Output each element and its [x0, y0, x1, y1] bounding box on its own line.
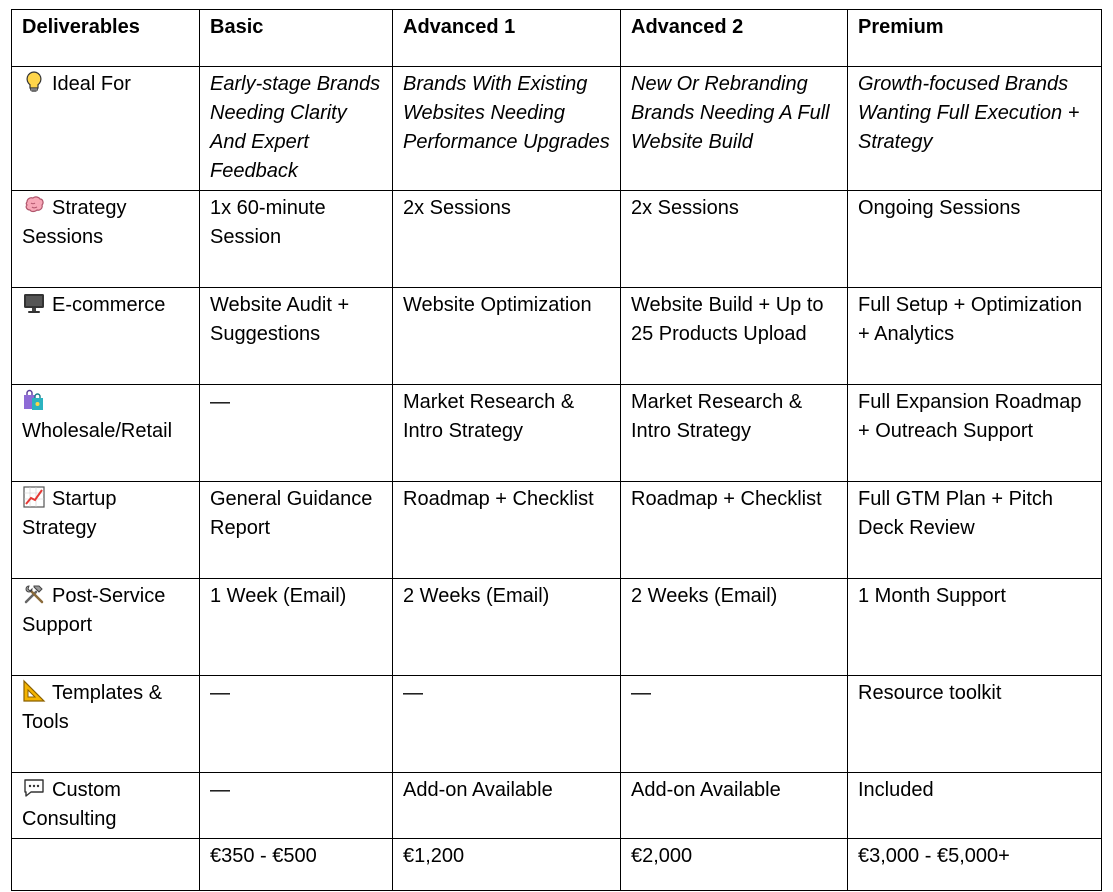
shopping-bags-icon — [22, 388, 46, 412]
row-label: Post-Service Support — [22, 585, 166, 636]
table-cell: — — [200, 676, 393, 773]
price-cell: €2,000 — [621, 839, 848, 891]
table-cell: Market Research & Intro Strategy — [621, 385, 848, 482]
table-cell: — — [393, 676, 621, 773]
table-cell: — — [200, 773, 393, 839]
triangular-ruler-icon — [22, 679, 46, 703]
row-label: Ideal For — [52, 73, 131, 95]
table-cell: 1x 60-minute Session — [200, 191, 393, 288]
table-cell: Included — [848, 773, 1102, 839]
table-cell: Ongoing Sessions — [848, 191, 1102, 288]
table-cell: Early-stage Brands Needing Clarity And Expert Feedback — [200, 67, 393, 191]
table-cell: — — [621, 676, 848, 773]
row-label-cell — [12, 579, 200, 676]
table-row — [12, 288, 1102, 385]
row-label-cell — [12, 67, 200, 191]
table-row — [12, 482, 1102, 579]
price-row — [12, 839, 1102, 891]
row-label: Templates & Tools — [22, 682, 163, 733]
row-label-cell — [12, 676, 200, 773]
table-cell: Website Audit + Suggestions — [200, 288, 393, 385]
table-cell: 1 Month Support — [848, 579, 1102, 676]
header-row — [12, 10, 1102, 67]
table-cell: Full Setup + Optimization + Analytics — [848, 288, 1102, 385]
row-label: Strategy Sessions — [22, 197, 127, 248]
price-cell: €1,200 — [393, 839, 621, 891]
table-cell: Resource toolkit — [848, 676, 1102, 773]
row-label: Startup Strategy — [22, 488, 117, 539]
row-label: E-commerce — [52, 294, 166, 316]
row-label-cell — [12, 385, 200, 482]
row-label-cell — [12, 191, 200, 288]
table-cell: 2 Weeks (Email) — [393, 579, 621, 676]
table-cell: 2x Sessions — [393, 191, 621, 288]
row-label-cell — [12, 288, 200, 385]
table-cell: New Or Rebranding Brands Needing A Full Website Build — [621, 67, 848, 191]
table-cell: Website Optimization — [393, 288, 621, 385]
row-label-cell — [12, 839, 200, 891]
table-cell: 2x Sessions — [621, 191, 848, 288]
table-cell: Add-on Available — [621, 773, 848, 839]
table-cell: — — [200, 385, 393, 482]
price-cell: €3,000 - €5,000+ — [848, 839, 1102, 891]
header-cell: Advanced 2 — [621, 10, 848, 67]
deliverables-table — [11, 9, 1102, 891]
table-cell: Website Build + Up to 25 Products Upload — [621, 288, 848, 385]
table-cell: General Guidance Report — [200, 482, 393, 579]
table-cell: Full Expansion Roadmap + Outreach Support — [848, 385, 1102, 482]
speech-bubble-icon — [22, 776, 46, 800]
header-cell: Basic — [200, 10, 393, 67]
table-row — [12, 191, 1102, 288]
chart-increasing-icon — [22, 485, 46, 509]
table-cell: Roadmap + Checklist — [621, 482, 848, 579]
table-row — [12, 773, 1102, 839]
hammer-wrench-icon — [22, 582, 46, 606]
table-row — [12, 579, 1102, 676]
table-cell: Market Research & Intro Strategy — [393, 385, 621, 482]
row-label: Custom Consulting — [22, 779, 121, 830]
brain-icon — [22, 194, 46, 218]
row-label-cell — [12, 482, 200, 579]
table-cell: Roadmap + Checklist — [393, 482, 621, 579]
table-cell: Growth-focused Brands Wanting Full Execution + Strategy — [848, 67, 1102, 191]
header-cell: Advanced 1 — [393, 10, 621, 67]
table-row — [12, 385, 1102, 482]
header-cell: Premium — [848, 10, 1102, 67]
price-cell: €350 - €500 — [200, 839, 393, 891]
row-label-cell — [12, 773, 200, 839]
table-row — [12, 676, 1102, 773]
table-row — [12, 67, 1102, 191]
table-cell: Add-on Available — [393, 773, 621, 839]
table-cell: 1 Week (Email) — [200, 579, 393, 676]
table-cell: Full GTM Plan + Pitch Deck Review — [848, 482, 1102, 579]
lightbulb-icon — [22, 70, 46, 94]
table-cell: Brands With Existing Websites Needing Performance Upgrades — [393, 67, 621, 191]
row-label: Wholesale/Retail — [22, 420, 173, 442]
header-cell: Deliverables — [12, 10, 200, 67]
table-cell: 2 Weeks (Email) — [621, 579, 848, 676]
desktop-computer-icon — [22, 291, 46, 315]
